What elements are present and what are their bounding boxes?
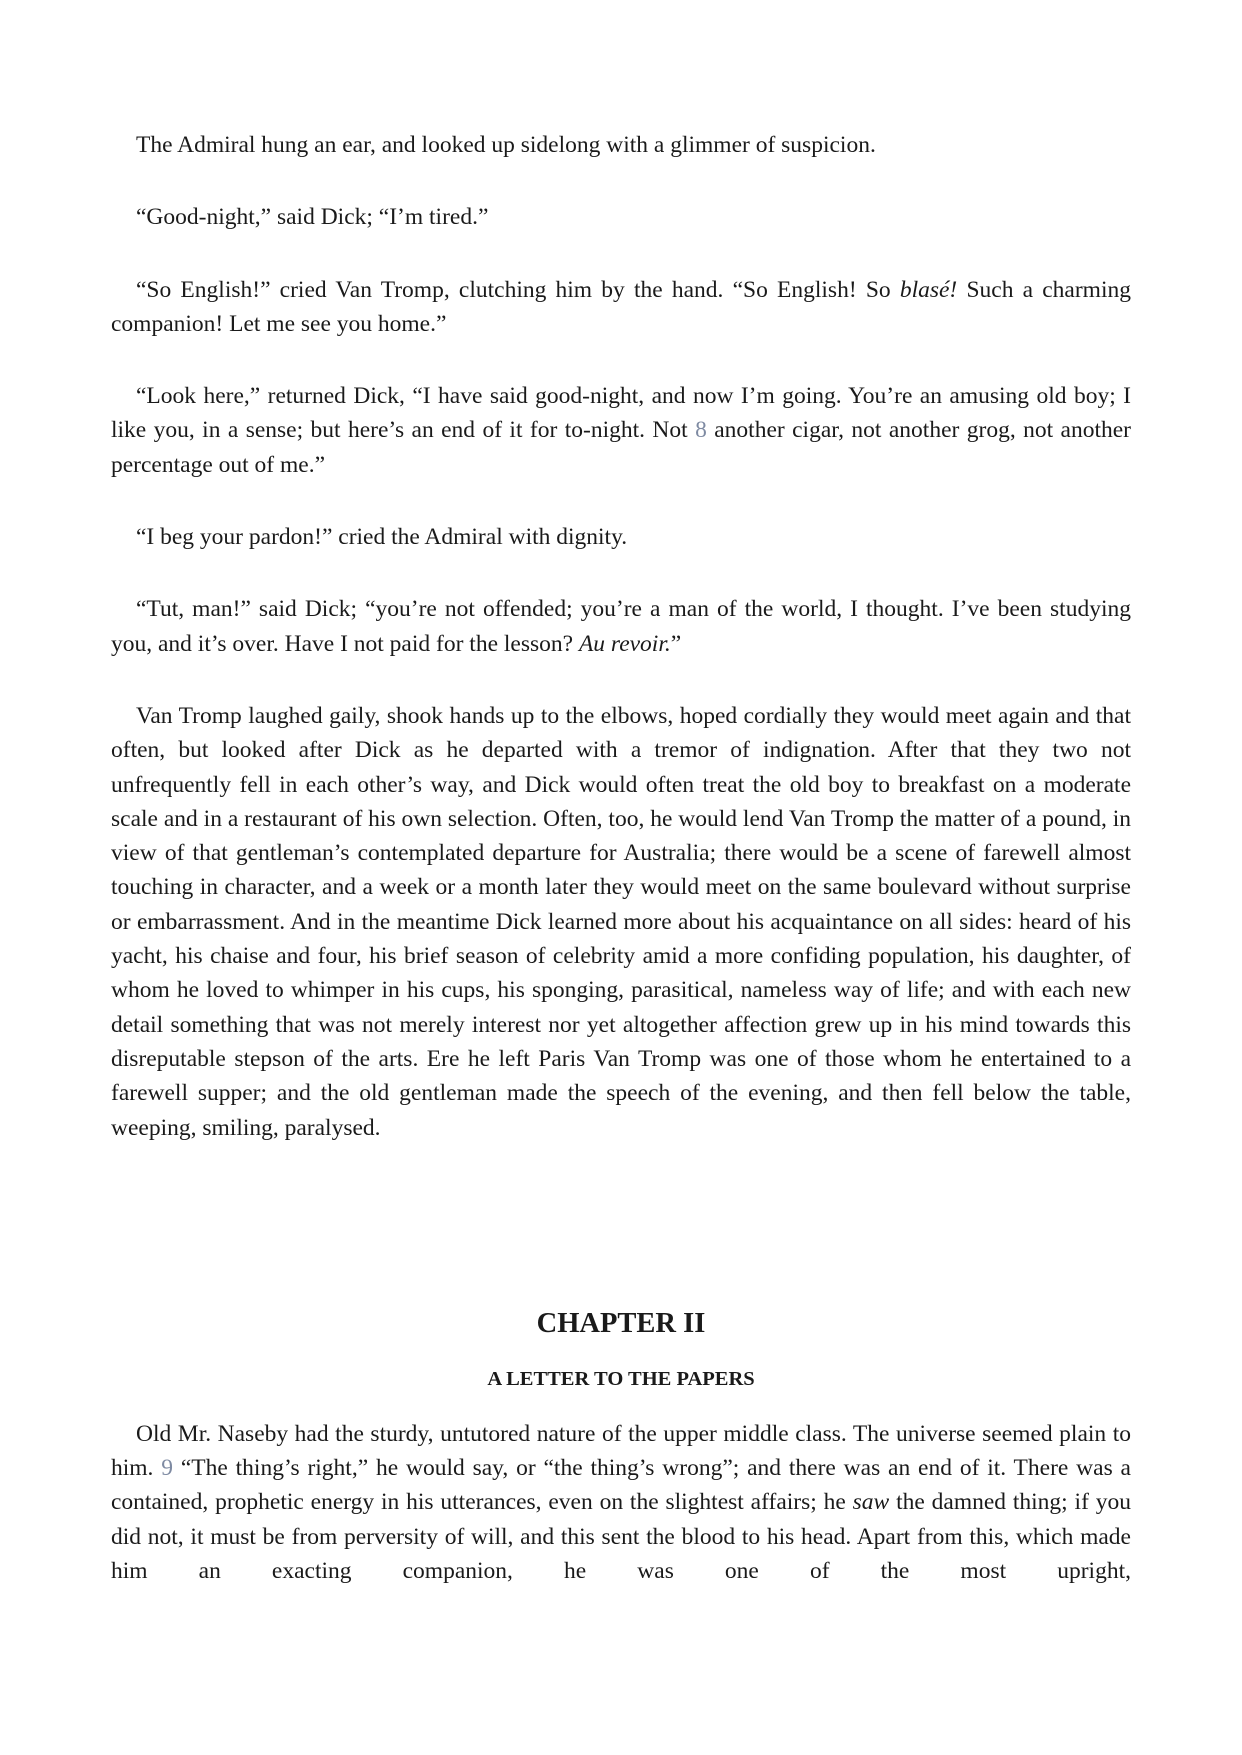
page-number-link[interactable]: 9 [161, 1455, 174, 1482]
italic-text: blasé! [899, 276, 958, 303]
paragraph-tut-man [111, 592, 1131, 661]
paragraph-van-tromp-laughed [111, 699, 1131, 1145]
paragraph-text: the damned thing; if you did not, it must be from perversity of will, and this sent the blood to his head. Apart from this, which made him an exacting companion, he was one of the most upright, [111, 1489, 1131, 1585]
paragraph-old-mr-naseby [111, 1417, 1131, 1588]
paragraph-text: Such a charming companion! Let me see you home.” [111, 276, 1131, 337]
paragraph-text: another cigar, not another grog, not another percentage out of me.” [111, 417, 1132, 478]
paragraph-text: “So English!” cried Van Tromp, clutching him by the hand. “So English! So [136, 276, 900, 303]
paragraph-text: Old Mr. Naseby had the sturdy, untutored nature of the upper middle class. The universe seemed plain to him. [111, 1420, 1131, 1482]
page-content [111, 128, 1131, 1626]
chapter-title: CHAPTER II [536, 1307, 706, 1339]
paragraph-text: Van Tromp laughed gaily, shook hands up to the elbows, hoped cordially they would meet again and that often, but looked after Dick as he departed with a tremor of indignation. After that they two not unfrequently fell in each other’s way, and Dick would often treat the old boy to breakfast on a moderate scale and in a restaurant of his own selection. Often, too, he would lend Van Tromp the matter of a pound, in view of that gentleman’s contemplated departure for Australia; there would be a scene of farewell almost touching in character, and a week or a month later they would meet on the same boulevard without surprise or embarrassment. And in the meantime Dick learned more about his acquaintance on all sides: heard of his yacht, his chaise and four, his brief season of celebrity amid a more confiding population, his daughter, of whom he loved to whimper in his cups, his sponging, parasitical, nameless way of life; and with each new detail something that was not merely interest nor yet altogether affection grew up in his mind towards this disreputable stepson of the arts. Ere he left Paris Van Tromp was one of those whom he entertained to a farewell supper; and the old gentleman made the speech of the evening, and then fell below the table, weeping, smiling, paralysed. [111, 702, 1131, 1141]
paragraph-look-here [111, 379, 1131, 482]
paragraph-good-night [111, 200, 1131, 234]
paragraph-text: “Tut, man!” said Dick; “you’re not offended; you’re a man of the world, I thought. I’ve been studying you, and it’s over. Have I not paid for the lesson? [111, 596, 1131, 657]
chapter-subtitle: A LETTER TO THE PAPERS [487, 1367, 755, 1390]
paragraph-text: The Admiral hung an ear, and looked up sidelong with a glimmer of suspicion. [136, 132, 876, 158]
italic-text: Au revoir. [578, 630, 671, 657]
paragraph-beg-pardon [111, 520, 1131, 554]
paragraph-text: ” [670, 630, 682, 657]
paragraph-text: “I beg your pardon!” cried the Admiral with dignity. [136, 524, 628, 551]
paragraph-text: “Good-night,” said Dick; “I’m tired.” [136, 204, 489, 231]
page-number-link[interactable]: 8 [695, 417, 707, 444]
paragraph-so-english [111, 273, 1131, 342]
paragraph-text: “The thing’s right,” he would say, or “the thing’s wrong”; and there was an end of it. There was a contained, prophetic energy in his utterances, even on the slightest affairs; he [111, 1455, 1131, 1516]
italic-text: saw [852, 1489, 890, 1516]
paragraph-text: “Look here,” returned Dick, “I have said good-night, and now I’m going. You’re an amusing old boy; I like you, in a sense; but here’s an end of it for to-night. Not [111, 383, 1131, 444]
chapter-section [111, 1307, 1131, 1588]
paragraph-admiral-suspicion [111, 128, 1131, 162]
